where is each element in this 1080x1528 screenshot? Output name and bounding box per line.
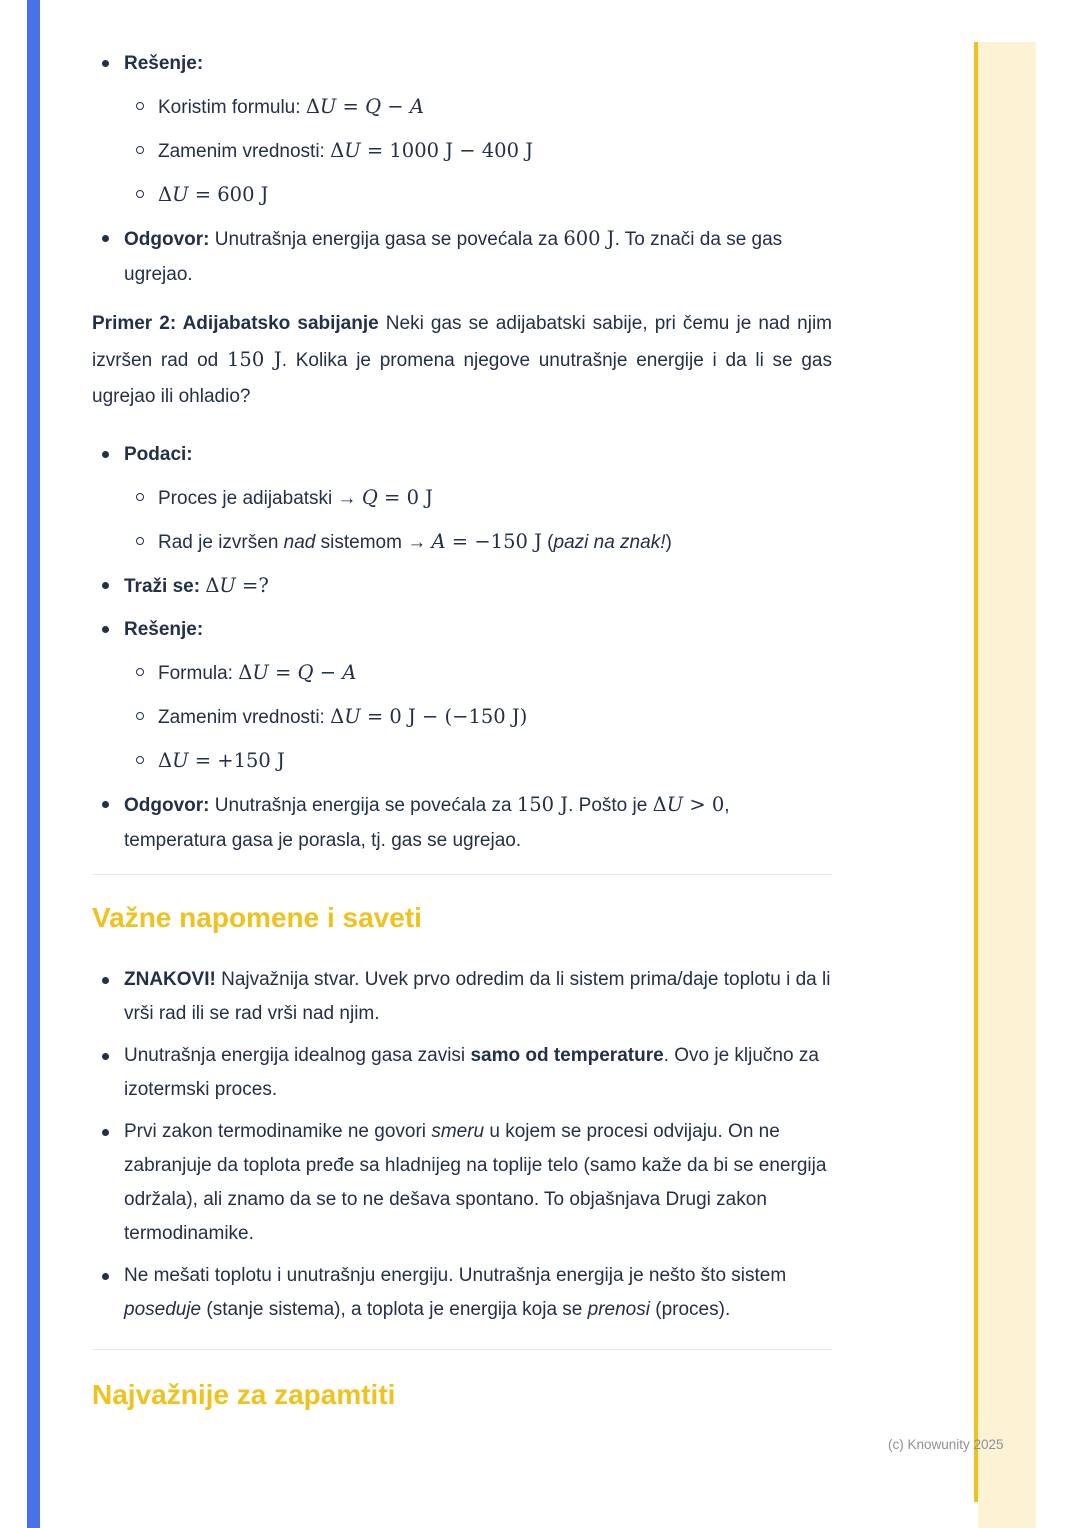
list-item (92, 1115, 832, 1251)
solution1-step (158, 89, 832, 125)
bullet-icon (102, 1273, 109, 1280)
solution2-step (158, 699, 832, 735)
circle-bullet-icon (136, 712, 144, 720)
circle-bullet-icon (136, 493, 144, 501)
text-segment: U (172, 749, 189, 772)
text-segment: Unutrašnja energija se povećala za (209, 795, 517, 816)
list-item (92, 699, 832, 735)
text-segment: ( (541, 532, 554, 553)
text-segment: Δ (330, 139, 345, 162)
text-segment: Δ (205, 574, 220, 597)
text-segment: = (268, 661, 298, 684)
text-segment: Rešenje: (124, 53, 204, 74)
list-item (92, 133, 832, 169)
text-segment: , temperatura gasa je porasla, tj. gas se ugrejao. (124, 795, 730, 851)
text-segment: = 1000 J − 400 J (360, 139, 534, 162)
text-segment: > 0 (683, 793, 725, 816)
divider (92, 1349, 832, 1350)
notes-list (92, 963, 832, 1327)
example2-data-label (124, 437, 832, 472)
circle-bullet-icon (136, 668, 144, 676)
text-segment: Rad je izvršen (158, 532, 284, 553)
text-segment: sistemom → (315, 532, 432, 553)
text-segment: u kojem se procesi odvijaju. On ne zabranjuje da toplota pređe sa hladnijeg na toplije telo (samo kaže da bi se energija održala), ali znamo da se to ne dešava spontano. To objašnjava Drugi zakon termodinamike. (124, 1121, 827, 1244)
note-item (124, 963, 832, 1031)
text-segment: ) (665, 532, 672, 553)
text-segment: Formula: (158, 663, 239, 684)
list-item (92, 480, 832, 516)
list-item (92, 655, 832, 691)
text-segment: Q (297, 661, 314, 684)
text-segment: = −150 J (445, 530, 542, 553)
list-item (92, 743, 832, 779)
text-segment: . Ovo je ključno za izotermski proces. (124, 1045, 819, 1100)
example2-find (124, 568, 832, 604)
copyright-note: (c) Knowunity 2025 (888, 1437, 1004, 1452)
list-item (92, 963, 832, 1031)
bullet-icon (102, 626, 109, 633)
text-segment: Odgovor: (124, 229, 210, 250)
text-segment: Koristim formulu: (158, 97, 306, 118)
text-segment: U (344, 139, 361, 162)
text-segment: Odgovor: (124, 795, 210, 816)
text-segment: − (381, 95, 410, 118)
text-segment: U (319, 95, 337, 118)
divider (92, 874, 832, 875)
text-segment: Neki gas se adijabatski sabije, pri čemu je nad njim izvršen rad od (92, 313, 832, 371)
text-segment: Δ (158, 183, 173, 206)
list-item (92, 1259, 832, 1327)
list-item (92, 221, 832, 292)
note-item (124, 1115, 832, 1251)
circle-bullet-icon (136, 102, 144, 110)
text-segment: Δ (238, 661, 253, 684)
text-segment: . Kolika je promena njegove unutrašnje energije i da li se gas ugrejao ili ohladio? (92, 350, 832, 407)
text-segment: Q (361, 486, 378, 509)
circle-bullet-icon (136, 537, 144, 545)
bullet-icon (102, 1053, 109, 1060)
example2-data-item (158, 524, 832, 560)
text-segment: Δ (652, 793, 667, 816)
list-item (92, 787, 832, 858)
text-segment: Traži se: (124, 576, 206, 597)
circle-bullet-icon (136, 190, 144, 198)
left-accent-stripe (27, 0, 40, 1528)
text-segment: poseduje (124, 1299, 202, 1320)
solution2-answer (124, 787, 832, 858)
text-segment: ZNAKOVI! (124, 969, 216, 990)
text-segment: Prvi zakon termodinamike ne govori (124, 1121, 432, 1142)
page-content (92, 46, 832, 1414)
solution2-step (158, 743, 832, 779)
list-item (92, 437, 832, 472)
text-segment: Zamenim vrednosti: (158, 707, 331, 728)
text-segment: Unutrašnja energija idealnog gasa zavisi (124, 1045, 471, 1066)
text-segment: Q (365, 95, 382, 118)
list-item (92, 89, 832, 125)
text-segment: = 600 J (188, 183, 269, 206)
bullet-icon (102, 60, 109, 67)
text-segment: = (336, 95, 366, 118)
list-item (92, 524, 832, 560)
text-segment: nad (283, 532, 316, 553)
text-segment: = 0 J − (−150 J) (360, 705, 528, 728)
text-segment: smeru (431, 1121, 485, 1142)
bullet-icon (102, 451, 109, 458)
text-segment: (stanje sistema), a toplota je energija koja se (201, 1299, 588, 1320)
text-segment: Δ (305, 95, 320, 118)
list-item (92, 612, 832, 647)
text-segment: Ne mešati toplotu i unutrašnju energiju. Unutrašnja energija je nešto što sistem (124, 1265, 787, 1286)
note-item (124, 1259, 832, 1327)
list-item (92, 1039, 832, 1107)
text-segment: Najvažnija stvar. Uvek prvo odredim da li sistem prima/daje toplotu i da li vrši rad ili se rad vrši nad njim. (124, 969, 831, 1024)
note-item (124, 1039, 832, 1107)
text-segment: Zamenim vrednosti: (158, 141, 331, 162)
text-segment: A (342, 661, 357, 684)
text-segment: U (252, 661, 269, 684)
example2-intro (92, 306, 832, 415)
solution1-answer (124, 221, 832, 292)
text-segment: A (431, 530, 446, 553)
solution2-step (158, 655, 832, 691)
bullet-icon (102, 582, 109, 589)
text-segment: Δ (330, 705, 345, 728)
section-heading-notes: Važne napomene i saveti (92, 902, 422, 933)
text-segment: 150 J (516, 793, 569, 816)
text-segment: . To znači da se gas ugrejao. (124, 229, 783, 285)
right-margin-band (978, 42, 1036, 1528)
text-segment: Podaci: (124, 444, 193, 465)
text-segment: prenosi (587, 1299, 650, 1320)
list-item (92, 177, 832, 213)
text-segment: U (219, 574, 236, 597)
text-segment: U (666, 793, 684, 816)
list-item (92, 568, 832, 604)
text-segment: Δ (158, 749, 173, 772)
solution2-label (124, 612, 832, 647)
bullet-icon (102, 977, 109, 984)
text-segment: =? (235, 574, 269, 597)
bullet-icon (102, 1129, 109, 1136)
circle-bullet-icon (136, 756, 144, 764)
text-segment: samo od temperature (470, 1045, 664, 1066)
text-segment: U (172, 183, 189, 206)
text-segment: (proces). (649, 1299, 731, 1320)
text-segment: = 0 J (377, 486, 433, 509)
text-segment: Proces je adijabatski → (158, 488, 362, 509)
text-segment: Rešenje: (124, 619, 204, 640)
text-segment: pazi na znak! (553, 532, 666, 553)
text-segment: 150 J (227, 348, 282, 371)
bullet-icon (102, 801, 109, 808)
text-segment: U (344, 705, 361, 728)
text-segment: = +150 J (188, 749, 285, 772)
example2-data-item (158, 480, 832, 516)
bullet-icon (102, 235, 109, 242)
text-segment: A (409, 95, 424, 118)
section-heading-takeaways: Najvažnije za zapamtiti (92, 1379, 396, 1410)
text-segment: 600 J (563, 227, 615, 250)
text-segment: Unutrašnja energija gasa se povećala za (209, 229, 564, 250)
text-segment: . Pošto je (568, 795, 653, 816)
solution1-step (158, 133, 832, 169)
right-accent-line (974, 42, 978, 1502)
solution1-label (124, 46, 832, 81)
text-segment: Primer 2: Adijabatsko sabijanje (92, 313, 379, 334)
circle-bullet-icon (136, 146, 144, 154)
solution1-step (158, 177, 832, 213)
text-segment: − (313, 661, 343, 684)
list-item (92, 46, 832, 81)
